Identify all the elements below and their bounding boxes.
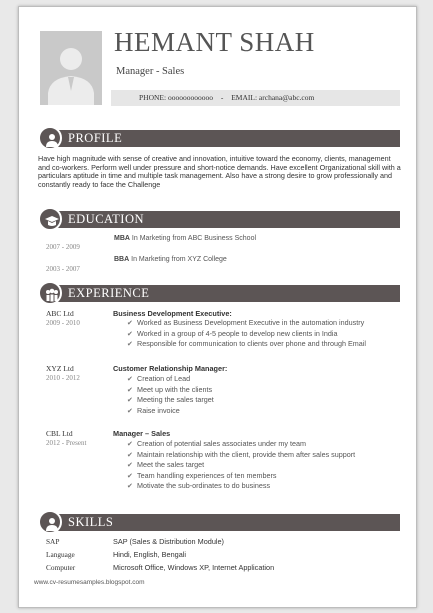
job-title: Manager - Sales bbox=[116, 66, 185, 77]
person-icon bbox=[38, 126, 62, 150]
profile-section-header bbox=[38, 126, 400, 150]
list-item: ✔ Maintain relationship with the client, provide them after sales support bbox=[127, 449, 356, 459]
check-icon: ✔ bbox=[127, 483, 133, 490]
education-degree-line bbox=[114, 256, 227, 263]
education-item bbox=[46, 258, 80, 276]
avatar-silhouette-icon bbox=[40, 31, 102, 105]
check-icon: ✔ bbox=[127, 330, 133, 338]
resume-page bbox=[18, 6, 417, 608]
degree: MBA bbox=[114, 235, 130, 242]
skills-section-header bbox=[38, 510, 400, 534]
phone-text: PHONE: oooooooooooo bbox=[139, 93, 213, 102]
footer-link[interactable]: www.cv-resumesamples.blogspot.com bbox=[34, 579, 145, 586]
list-item: ✔ Meeting the sales target bbox=[127, 395, 214, 404]
skill-value: Microsoft Office, Windows XP, Internet Application bbox=[113, 563, 275, 572]
degree: BBA bbox=[114, 256, 130, 263]
job-role: Customer Relationship Manager: bbox=[113, 364, 228, 373]
person-icon bbox=[38, 510, 62, 534]
job-dates: 2012 - Present bbox=[46, 439, 87, 447]
list-item: ✔ Team handling experiences of ten members bbox=[127, 470, 277, 480]
section-title-skills: SKILLS bbox=[68, 515, 114, 529]
profile-photo-placeholder bbox=[40, 31, 102, 105]
job-dates: 2009 - 2010 bbox=[46, 319, 80, 327]
skill-key: Language bbox=[46, 550, 75, 559]
job-role: Business Development Executive: bbox=[113, 309, 232, 318]
skill-value: Hindi, English, Bengali bbox=[113, 550, 187, 559]
list-item: ✔ Worked in a group of 4-5 people to develop new clients in India bbox=[127, 328, 338, 338]
education-dates: 2003 - 2007 bbox=[46, 265, 80, 273]
education-section-header bbox=[38, 207, 400, 231]
check-icon: ✔ bbox=[127, 462, 133, 469]
skill-key: Computer bbox=[46, 563, 76, 572]
group-icon bbox=[38, 281, 62, 305]
list-item: ✔ Creation of Lead bbox=[127, 374, 191, 383]
skill-key: SAP bbox=[46, 537, 60, 546]
company-name: ABC Ltd bbox=[46, 309, 74, 318]
email-text: EMAIL: archana@abc.com bbox=[231, 93, 315, 102]
job-duties-list bbox=[127, 318, 366, 350]
check-icon: ✔ bbox=[127, 397, 133, 404]
graduation-icon bbox=[38, 207, 62, 231]
education-degree-line bbox=[114, 235, 256, 242]
check-icon: ✔ bbox=[127, 441, 133, 448]
contact-bar bbox=[111, 90, 400, 106]
company-name: CBL Ltd bbox=[46, 429, 73, 438]
list-item: ✔ Meet the sales target bbox=[127, 460, 205, 469]
check-icon: ✔ bbox=[127, 341, 133, 348]
candidate-name: HEMANT SHAH bbox=[114, 27, 315, 57]
check-icon: ✔ bbox=[127, 320, 133, 327]
section-title-education: EDUCATION bbox=[68, 212, 145, 226]
list-item: ✔ Motivate the sub-ordinates to do business bbox=[127, 481, 271, 490]
job-role: Manager – Sales bbox=[113, 429, 171, 438]
check-icon: ✔ bbox=[127, 472, 133, 480]
check-icon: ✔ bbox=[127, 376, 133, 383]
list-item: ✔ Responsible for communication to clients over phone and through Email bbox=[127, 339, 366, 348]
section-title-profile: PROFILE bbox=[68, 131, 123, 145]
degree-detail: In Marketing from XYZ College bbox=[131, 256, 227, 263]
job-duties-list bbox=[127, 374, 214, 416]
check-icon: ✔ bbox=[127, 386, 133, 394]
list-item: ✔ Raise invoice bbox=[127, 405, 180, 415]
company-name: XYZ Ltd bbox=[46, 364, 74, 373]
profile-summary: Have high magnitude with sense of creative and innovation, intuitive toward the economy, clients, management and co-workers. Perform well under pressure and short-notice demands. Have excellent Organizational skill with a particulars aptitude in time and multiple task management. Also have a strong desire to grow professionally and constantly ready to face the Challenge bbox=[38, 154, 401, 189]
contact-separator: - bbox=[220, 93, 224, 102]
education-dates: 2007 - 2009 bbox=[46, 243, 80, 251]
list-item: ✔ Worked as Business Development Executive in the automation industry bbox=[127, 318, 365, 327]
list-item: ✔ Meet up with the clients bbox=[127, 384, 213, 394]
job-duties-list bbox=[127, 439, 355, 492]
education-item bbox=[46, 236, 80, 254]
check-icon: ✔ bbox=[127, 451, 133, 459]
job-dates: 2010 - 2012 bbox=[46, 374, 80, 382]
skill-value: SAP (Sales & Distribution Module) bbox=[113, 537, 224, 546]
experience-section-header bbox=[38, 281, 400, 305]
degree-detail: In Marketing from ABC Business School bbox=[131, 235, 257, 242]
list-item: ✔ Creation of potential sales associates under my team bbox=[127, 439, 306, 448]
section-title-experience: EXPERIENCE bbox=[68, 286, 150, 300]
check-icon: ✔ bbox=[127, 407, 133, 415]
